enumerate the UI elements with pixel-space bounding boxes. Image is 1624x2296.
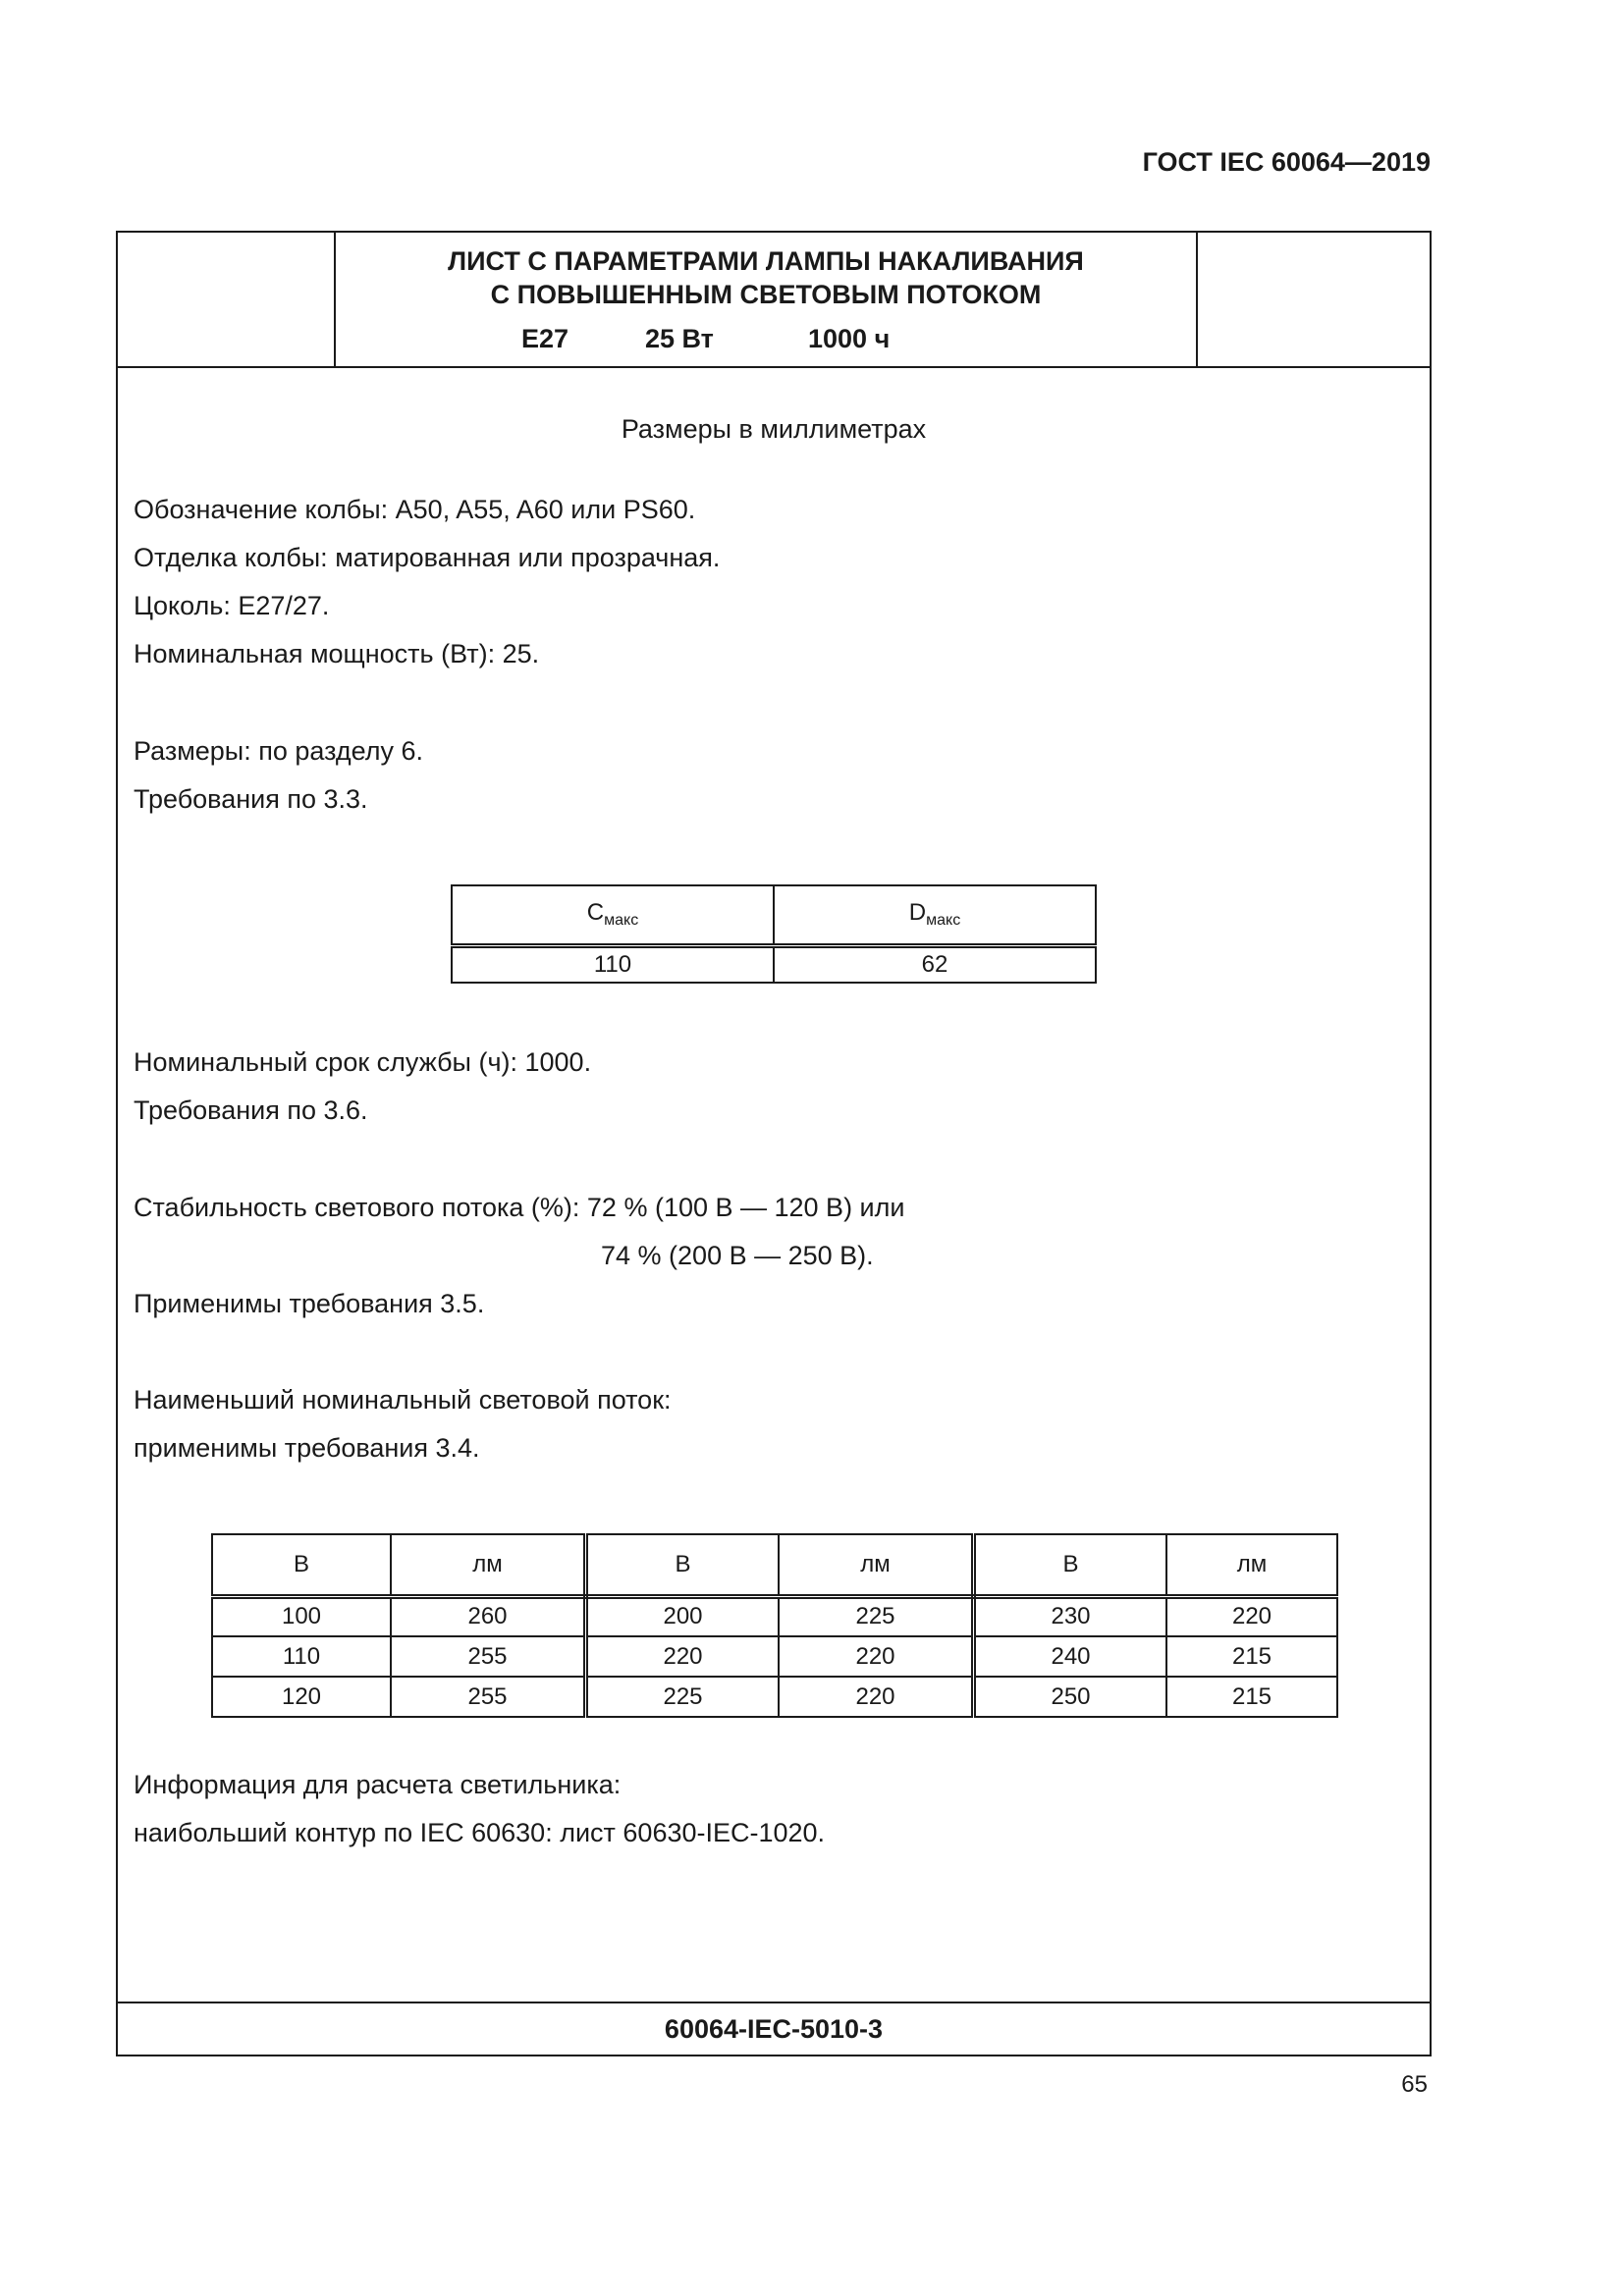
flux-table-row: [212, 1596, 1337, 1636]
flux-table-row: [212, 1677, 1337, 1717]
c-max-header: [452, 885, 774, 945]
flux-stability-line2: 74 % (200 В — 250 В).: [601, 1241, 874, 1270]
dimensions-reference: Размеры: по разделу 6.: [134, 736, 424, 766]
cap-line: Цоколь: E27/27.: [134, 591, 330, 620]
flux-cell: 240: [974, 1636, 1167, 1677]
data-sheet: [116, 231, 1432, 2056]
largest-contour: наибольший контур по IEC 60630: лист 60630-IEC-1020.: [134, 1818, 826, 1847]
d-max-value: 62: [774, 945, 1096, 983]
sheet-header: [118, 233, 1430, 368]
header-right-cell: [1196, 233, 1430, 366]
flux-table: [211, 1533, 1338, 1718]
dimensions-table: [451, 884, 1097, 984]
flux-cell: 225: [779, 1596, 974, 1636]
bulb-finish: Отделка колбы: матированная или прозрачная.: [134, 543, 721, 572]
lumen-header-3: лм: [1166, 1534, 1337, 1596]
bulb-designation: Обозначение колбы: A50, A55, A60 или PS60.: [134, 495, 696, 524]
flux-cell: 230: [974, 1596, 1167, 1636]
dimensions-table-header: [452, 885, 1096, 945]
page-number: 65: [1401, 2071, 1428, 2098]
requirements-3-5: Применимы требования 3.5.: [134, 1289, 485, 1318]
flux-cell: 255: [391, 1636, 586, 1677]
sheet-number: 60064-IEC-5010-3: [118, 2002, 1430, 2055]
sheet-title: [336, 244, 1196, 311]
flux-cell: 250: [974, 1677, 1167, 1717]
flux-cell: 220: [1166, 1596, 1337, 1636]
d-max-header: [774, 885, 1096, 945]
c-max-label: C: [586, 899, 605, 927]
voltage-header-1: В: [212, 1534, 391, 1596]
flux-cell: 260: [391, 1596, 586, 1636]
flux-table-header: [212, 1534, 1337, 1596]
dimensions-note: Размеры в миллиметрах: [621, 414, 927, 444]
wattage: 25 Вт: [645, 324, 714, 353]
c-max-value: 110: [452, 945, 774, 983]
standard-code: ГОСТ IEC 60064—2019: [1142, 147, 1431, 177]
luminaire-info: Информация для расчета светильника:: [134, 1770, 622, 1799]
flux-cell: 220: [779, 1677, 974, 1717]
rated-life: 1000 ч: [808, 324, 891, 353]
header-title-cell: [336, 233, 1196, 366]
c-max-subscript: макс: [604, 912, 639, 930]
nominal-life: Номинальный срок службы (ч): 1000.: [134, 1047, 592, 1077]
flux-table-row: [212, 1636, 1337, 1677]
flux-cell: 120: [212, 1677, 391, 1717]
sheet-title-line2: С ПОВЫШЕННЫМ СВЕТОВЫМ ПОТОКОМ: [490, 280, 1042, 309]
voltage-header-3: В: [974, 1534, 1167, 1596]
flux-cell: 220: [779, 1636, 974, 1677]
dimensions-table-row: [452, 945, 1096, 983]
flux-cell: 215: [1166, 1677, 1337, 1717]
flux-cell: 220: [586, 1636, 780, 1677]
header-params: [336, 324, 1196, 357]
flux-cell: 255: [391, 1677, 586, 1717]
d-max-label: D: [908, 899, 927, 927]
sheet-title-line1: ЛИСТ С ПАРАМЕТРАМИ ЛАМПЫ НАКАЛИВАНИЯ: [448, 246, 1084, 276]
voltage-header-2: В: [586, 1534, 780, 1596]
flux-cell: 200: [586, 1596, 780, 1636]
requirements-3-4: применимы требования 3.4.: [134, 1433, 480, 1463]
cap-type: E27: [521, 324, 569, 353]
lumen-header-2: лм: [779, 1534, 974, 1596]
flux-cell: 215: [1166, 1636, 1337, 1677]
requirements-3-6: Требования по 3.6.: [134, 1095, 368, 1125]
flux-cell: 225: [586, 1677, 780, 1717]
flux-cell: 110: [212, 1636, 391, 1677]
flux-stability-line1: Стабильность светового потока (%): 72 % (100 В — 120 В) или: [134, 1193, 905, 1222]
nominal-power: Номинальная мощность (Вт): 25.: [134, 639, 540, 668]
requirements-3-3: Требования по 3.3.: [134, 784, 368, 814]
flux-cell: 100: [212, 1596, 391, 1636]
header-left-cell: [118, 233, 336, 366]
lumen-header-1: лм: [391, 1534, 586, 1596]
min-flux: Наименьший номинальный световой поток:: [134, 1385, 672, 1415]
d-max-subscript: макс: [926, 912, 961, 930]
